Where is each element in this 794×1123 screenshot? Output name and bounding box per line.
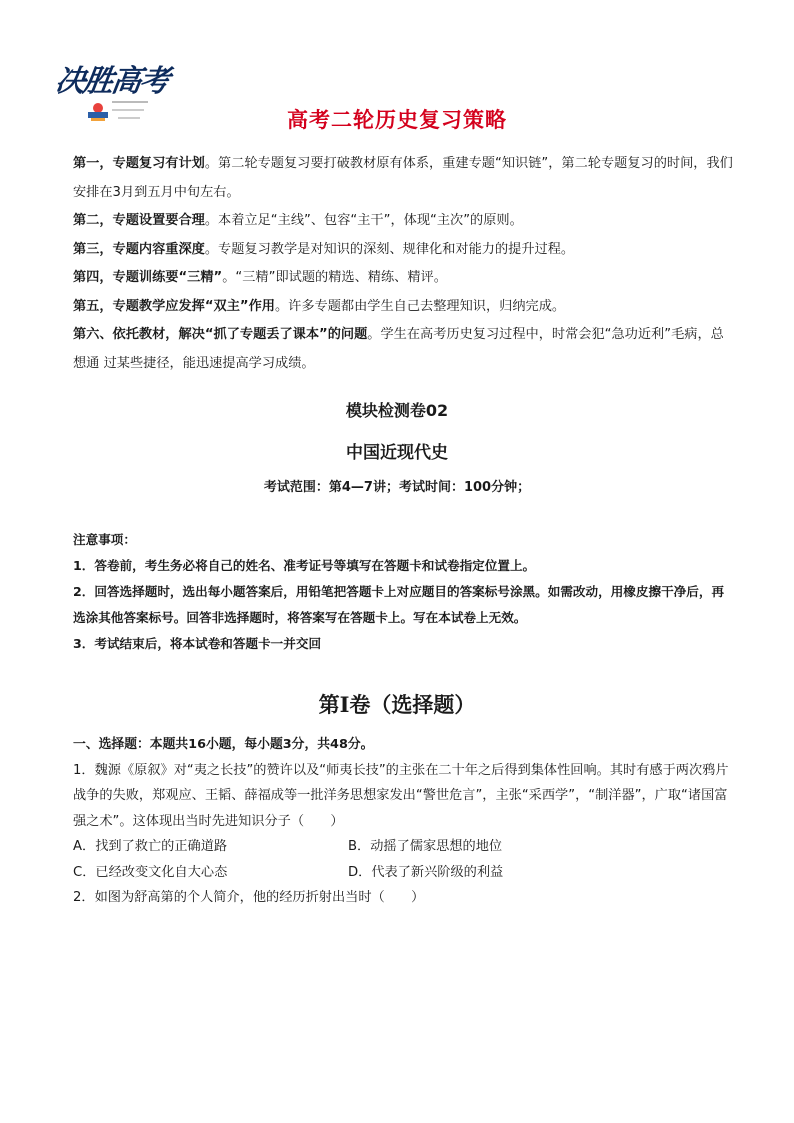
strategy-item: 第四，专题训练要“三精”。“三精”即试题的精选、精练、精评。 bbox=[73, 270, 447, 285]
notice-item: 2．回答选择题时，选出每小题答案后，用铅笔把答题卡上对应题目的答案标号涂黑。如需改动，用橡皮擦干净后，再选涂其他答案标号。回答非选择题时，将答案写在答题卡上。写在本试卷上无效。 bbox=[73, 584, 725, 625]
strategy-item: 第六、依托教材，解决“抓了专题丢了课本”的问题。学生在高考历史复习过程中，时常会犯“急功近利”毛病，总想通 过某些捷径，能迅速提高学习成绩。 bbox=[73, 327, 724, 371]
section-heading: 一、选择题：本题共16小题，每小题3分，共48分。 bbox=[73, 737, 374, 752]
notice-item: 3．考试结束后，将本试卷和答题卡一并交回 bbox=[73, 636, 322, 651]
notice-heading: 注意事项： bbox=[73, 532, 136, 547]
strategy-list bbox=[73, 150, 733, 378]
strategy-item: 第三，专题内容重深度。专题复习教学是对知识的深刻、规律化和对能力的提升过程。 bbox=[73, 241, 575, 257]
exam-name: 模块检测卷02 bbox=[345, 401, 449, 420]
strategy-item: 第一，专题复习有计划。第二轮专题复习要打破教材原有体系，重建专题“知识链”，第二轮专题复习的时间，我们安排在3月到五月中旬左右。 bbox=[73, 156, 733, 200]
notice-section bbox=[73, 527, 733, 657]
logo-text: 决胜高考 bbox=[53, 64, 170, 99]
notice-item: 1．答卷前，考生务必将自己的姓名、准考证号等填写在答题卡和试卷指定位置上。 bbox=[73, 558, 536, 573]
page-title: 高考二轮历史复习策略 bbox=[287, 108, 507, 132]
questions-section bbox=[73, 732, 733, 911]
part-title: 第I卷（选择题） bbox=[318, 692, 476, 717]
option-b: B．动摇了儒家思想的地位 bbox=[348, 839, 503, 854]
question-stem: 2．如图为舒高第的个人简介，他的经历折射出当时（ ） bbox=[73, 890, 425, 905]
question-stem: 1．魏源《原叙》对“夷之长技”的赞许以及“师夷长技”的主张在二十年之后得到集体性回响。其时有感于两次鸦片战争的失败，郑观应、王韬、薛福成等一批洋务思想家发出“警世危言”，主张“采西学”，“制洋器”，广取“诸国富强之术”。这体现出当时先进知识分子（ ） bbox=[73, 762, 729, 829]
exam-subject: 中国近现代史 bbox=[346, 443, 448, 463]
question-options bbox=[73, 834, 733, 885]
option-c: C．已经改变文化自大心态 bbox=[73, 864, 228, 880]
exam-scope: 考试范围：第4—7讲；考试时间：100分钟； bbox=[263, 480, 531, 495]
strategy-item: 第五，专题教学应发挥“双主”作用。许多专题都由学生自己去整理知识，归纳完成。 bbox=[73, 298, 566, 314]
option-d: D．代表了新兴阶级的利益 bbox=[348, 864, 504, 880]
option-a: A．找到了救亡的正确道路 bbox=[73, 839, 228, 854]
strategy-item: 第二，专题设置要合理。本着立足“主线”、包容“主干”，体现“主次”的原则。 bbox=[73, 213, 523, 228]
